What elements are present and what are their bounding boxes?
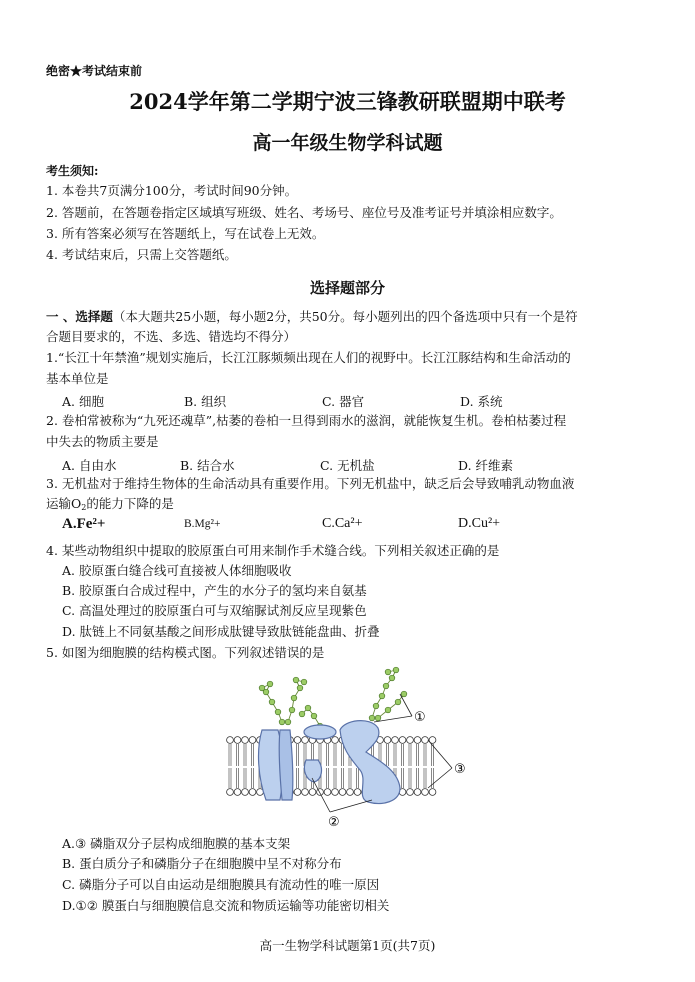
- section-intro: [46, 309, 578, 325]
- q4-option-a: A. 胶原蛋白缝合线可直接被人体细胞吸收: [62, 563, 292, 578]
- label-1: ①: [414, 710, 426, 725]
- lipid-head: [242, 737, 249, 744]
- lipid-head: [242, 789, 249, 796]
- q3-text-pre: 运输O: [46, 496, 82, 511]
- q2-option-b: B. 结合水: [180, 458, 235, 473]
- q3-option-b: B.Mg²+: [184, 518, 221, 530]
- lipid-head: [249, 789, 256, 796]
- notice-item: 3. 所有答案必须写在答题纸上，写在试卷上无效。: [46, 226, 325, 241]
- q5-option-c: C. 磷脂分子可以自由运动是细胞膜具有流动性的唯一原因: [62, 877, 380, 892]
- q5-option-a: A.③ 磷脂双分子层构成细胞膜的基本支架: [62, 836, 291, 851]
- lipid-head: [392, 737, 399, 744]
- q3-option-a: A.Fe²+: [62, 516, 106, 532]
- confidential-mark: 绝密★考试结束前: [46, 64, 143, 78]
- sugar-unit: [395, 699, 401, 705]
- lipid-head: [227, 737, 234, 744]
- lipid-head: [234, 789, 241, 796]
- lipid-head: [227, 789, 234, 796]
- sugar-unit: [373, 703, 379, 709]
- sugar-unit: [389, 675, 395, 681]
- channel-protein-2: [279, 730, 293, 800]
- q3-option-c: C.Ca²+: [322, 516, 363, 531]
- exam-subtitle: 高一年级生物学科试题: [252, 132, 443, 154]
- page-footer: 高一生物学科试题第1页(共7页): [259, 938, 436, 953]
- lipid-head: [422, 789, 429, 796]
- lipid-head: [414, 737, 421, 744]
- label-2: ②: [328, 815, 340, 830]
- q3-text-post: 的能力下降的是: [86, 496, 174, 511]
- q1-option-c: C. 器官: [322, 394, 365, 409]
- lipid-head: [332, 737, 339, 744]
- section-intro-bold: 一 、选择题: [46, 309, 113, 324]
- notice-item: 4. 考试结束后，只需上交答题纸。: [46, 247, 237, 262]
- lipid-head: [294, 789, 301, 796]
- phospholipid-bilayer: [227, 737, 436, 796]
- sugar-unit: [297, 685, 303, 691]
- lipid-head: [422, 737, 429, 744]
- q2-option-d: D. 纤维素: [458, 458, 514, 473]
- question-1-stem-cont: 基本单位是: [46, 371, 109, 386]
- sugar-unit: [379, 693, 385, 699]
- label-3: ③: [454, 762, 466, 777]
- sugar-unit: [291, 695, 297, 701]
- notice-item: 1. 本卷共7页满分100分，考试时间90分钟。: [46, 183, 298, 198]
- q5-option-d: D.①② 膜蛋白与细胞膜信息交流和物质运输等功能密切相关: [62, 898, 390, 913]
- question-5-stem: 5. 如图为细胞膜的结构模式图。下列叙述错误的是: [46, 645, 325, 660]
- sugar-unit: [279, 719, 285, 725]
- embedded-protein: [304, 760, 321, 782]
- sugar-unit: [289, 707, 295, 713]
- lipid-head: [324, 789, 331, 796]
- sugar-unit: [369, 715, 375, 721]
- cell-membrane-diagram: [222, 660, 472, 830]
- section-intro-text: （本大题共25小题，每小题2分，共50分。每小题列出的四个备选项中只有一个是符: [112, 309, 578, 324]
- q2-option-c: C. 无机盐: [320, 458, 375, 473]
- q1-option-a: A. 细胞: [62, 394, 104, 409]
- question-4-stem: 4. 某些动物组织中提取的胶原蛋白可用来制作手术缝合线。下列相关叙述正确的是: [46, 543, 500, 558]
- q5-option-b: B. 蛋白质分子和磷脂分子在细胞膜中呈不对称分布: [62, 856, 342, 871]
- lipid-head: [414, 789, 421, 796]
- lipid-head: [317, 789, 324, 796]
- sugar-unit: [293, 677, 299, 683]
- sugar-unit: [385, 707, 391, 713]
- q1-option-d: D. 系统: [460, 394, 503, 409]
- question-1-stem: 1.“长江十年禁渔”规划实施后，长江江豚频频出现在人们的视野中。长江江豚结构和生命活动的: [46, 350, 571, 365]
- lipid-head: [302, 737, 309, 744]
- glycoprotein-chains: [259, 667, 407, 729]
- lipid-head: [302, 789, 309, 796]
- section-intro-line2: 合题目要求的，不选、多选、错选均不得分）: [46, 329, 297, 344]
- lipid-head: [384, 737, 391, 744]
- sugar-unit: [285, 719, 291, 725]
- sugar-unit: [305, 705, 311, 711]
- sugar-unit: [299, 711, 305, 717]
- exam-title: 2024学年第二学期宁波三锋教研联盟期中联考: [129, 89, 566, 114]
- lipid-head: [249, 737, 256, 744]
- sugar-unit: [401, 691, 407, 697]
- lipid-head: [407, 789, 414, 796]
- q1-option-b: B. 组织: [184, 394, 227, 409]
- glycoprotein-head: [304, 725, 336, 739]
- lipid-head: [347, 789, 354, 796]
- sugar-unit: [267, 681, 273, 687]
- lipid-head: [429, 789, 436, 796]
- sugar-unit: [259, 685, 265, 691]
- lipid-head: [339, 789, 346, 796]
- q4-option-c: C. 高温处理过的胶原蛋白可与双缩脲试剂反应呈现紫色: [62, 603, 367, 618]
- lipid-head: [294, 737, 301, 744]
- question-2-stem: 2. 卷柏常被称为“九死还魂草”,枯萎的卷柏一旦得到雨水的滋润，就能恢复生机。卷柏枯萎过程: [46, 413, 567, 428]
- q3-option-d: D.Cu²+: [458, 516, 501, 531]
- lipid-head: [407, 737, 414, 744]
- notice-heading: 考生须知:: [46, 164, 99, 178]
- q4-option-d: D. 肽链上不同氨基酸之间形成肽键导致肽链能盘曲、折叠: [62, 624, 380, 639]
- question-2-stem-cont: 中失去的物质主要是: [46, 434, 159, 449]
- lipid-head: [234, 737, 241, 744]
- q4-option-b: B. 胶原蛋白合成过程中，产生的水分子的氢均来自氨基: [62, 583, 367, 598]
- sugar-unit: [275, 709, 281, 715]
- q3-subscript: 2: [81, 503, 87, 512]
- question-3-stem: 3. 无机盐对于维持生物体的生命活动具有重要作用。下列无机盐中，缺乏后会导致哺乳动物血液: [46, 476, 575, 491]
- q2-option-a: A. 自由水: [62, 458, 117, 473]
- lipid-head: [399, 737, 406, 744]
- sugar-unit: [375, 715, 381, 721]
- lipid-head: [309, 789, 316, 796]
- question-3-stem-cont: [46, 496, 174, 516]
- sugar-unit: [301, 679, 307, 685]
- sugar-unit: [393, 667, 399, 673]
- lipid-head: [332, 789, 339, 796]
- sugar-unit: [311, 713, 317, 719]
- sugar-unit: [269, 699, 275, 705]
- sugar-unit: [385, 669, 391, 675]
- section-title: 选择题部分: [309, 279, 385, 297]
- lipid-head: [354, 789, 361, 796]
- sugar-unit: [383, 683, 389, 689]
- notice-item: 2. 答题前，在答题卷指定区域填写班级、姓名、考场号、座位号及准考证号并填涂相应数字。: [46, 205, 562, 220]
